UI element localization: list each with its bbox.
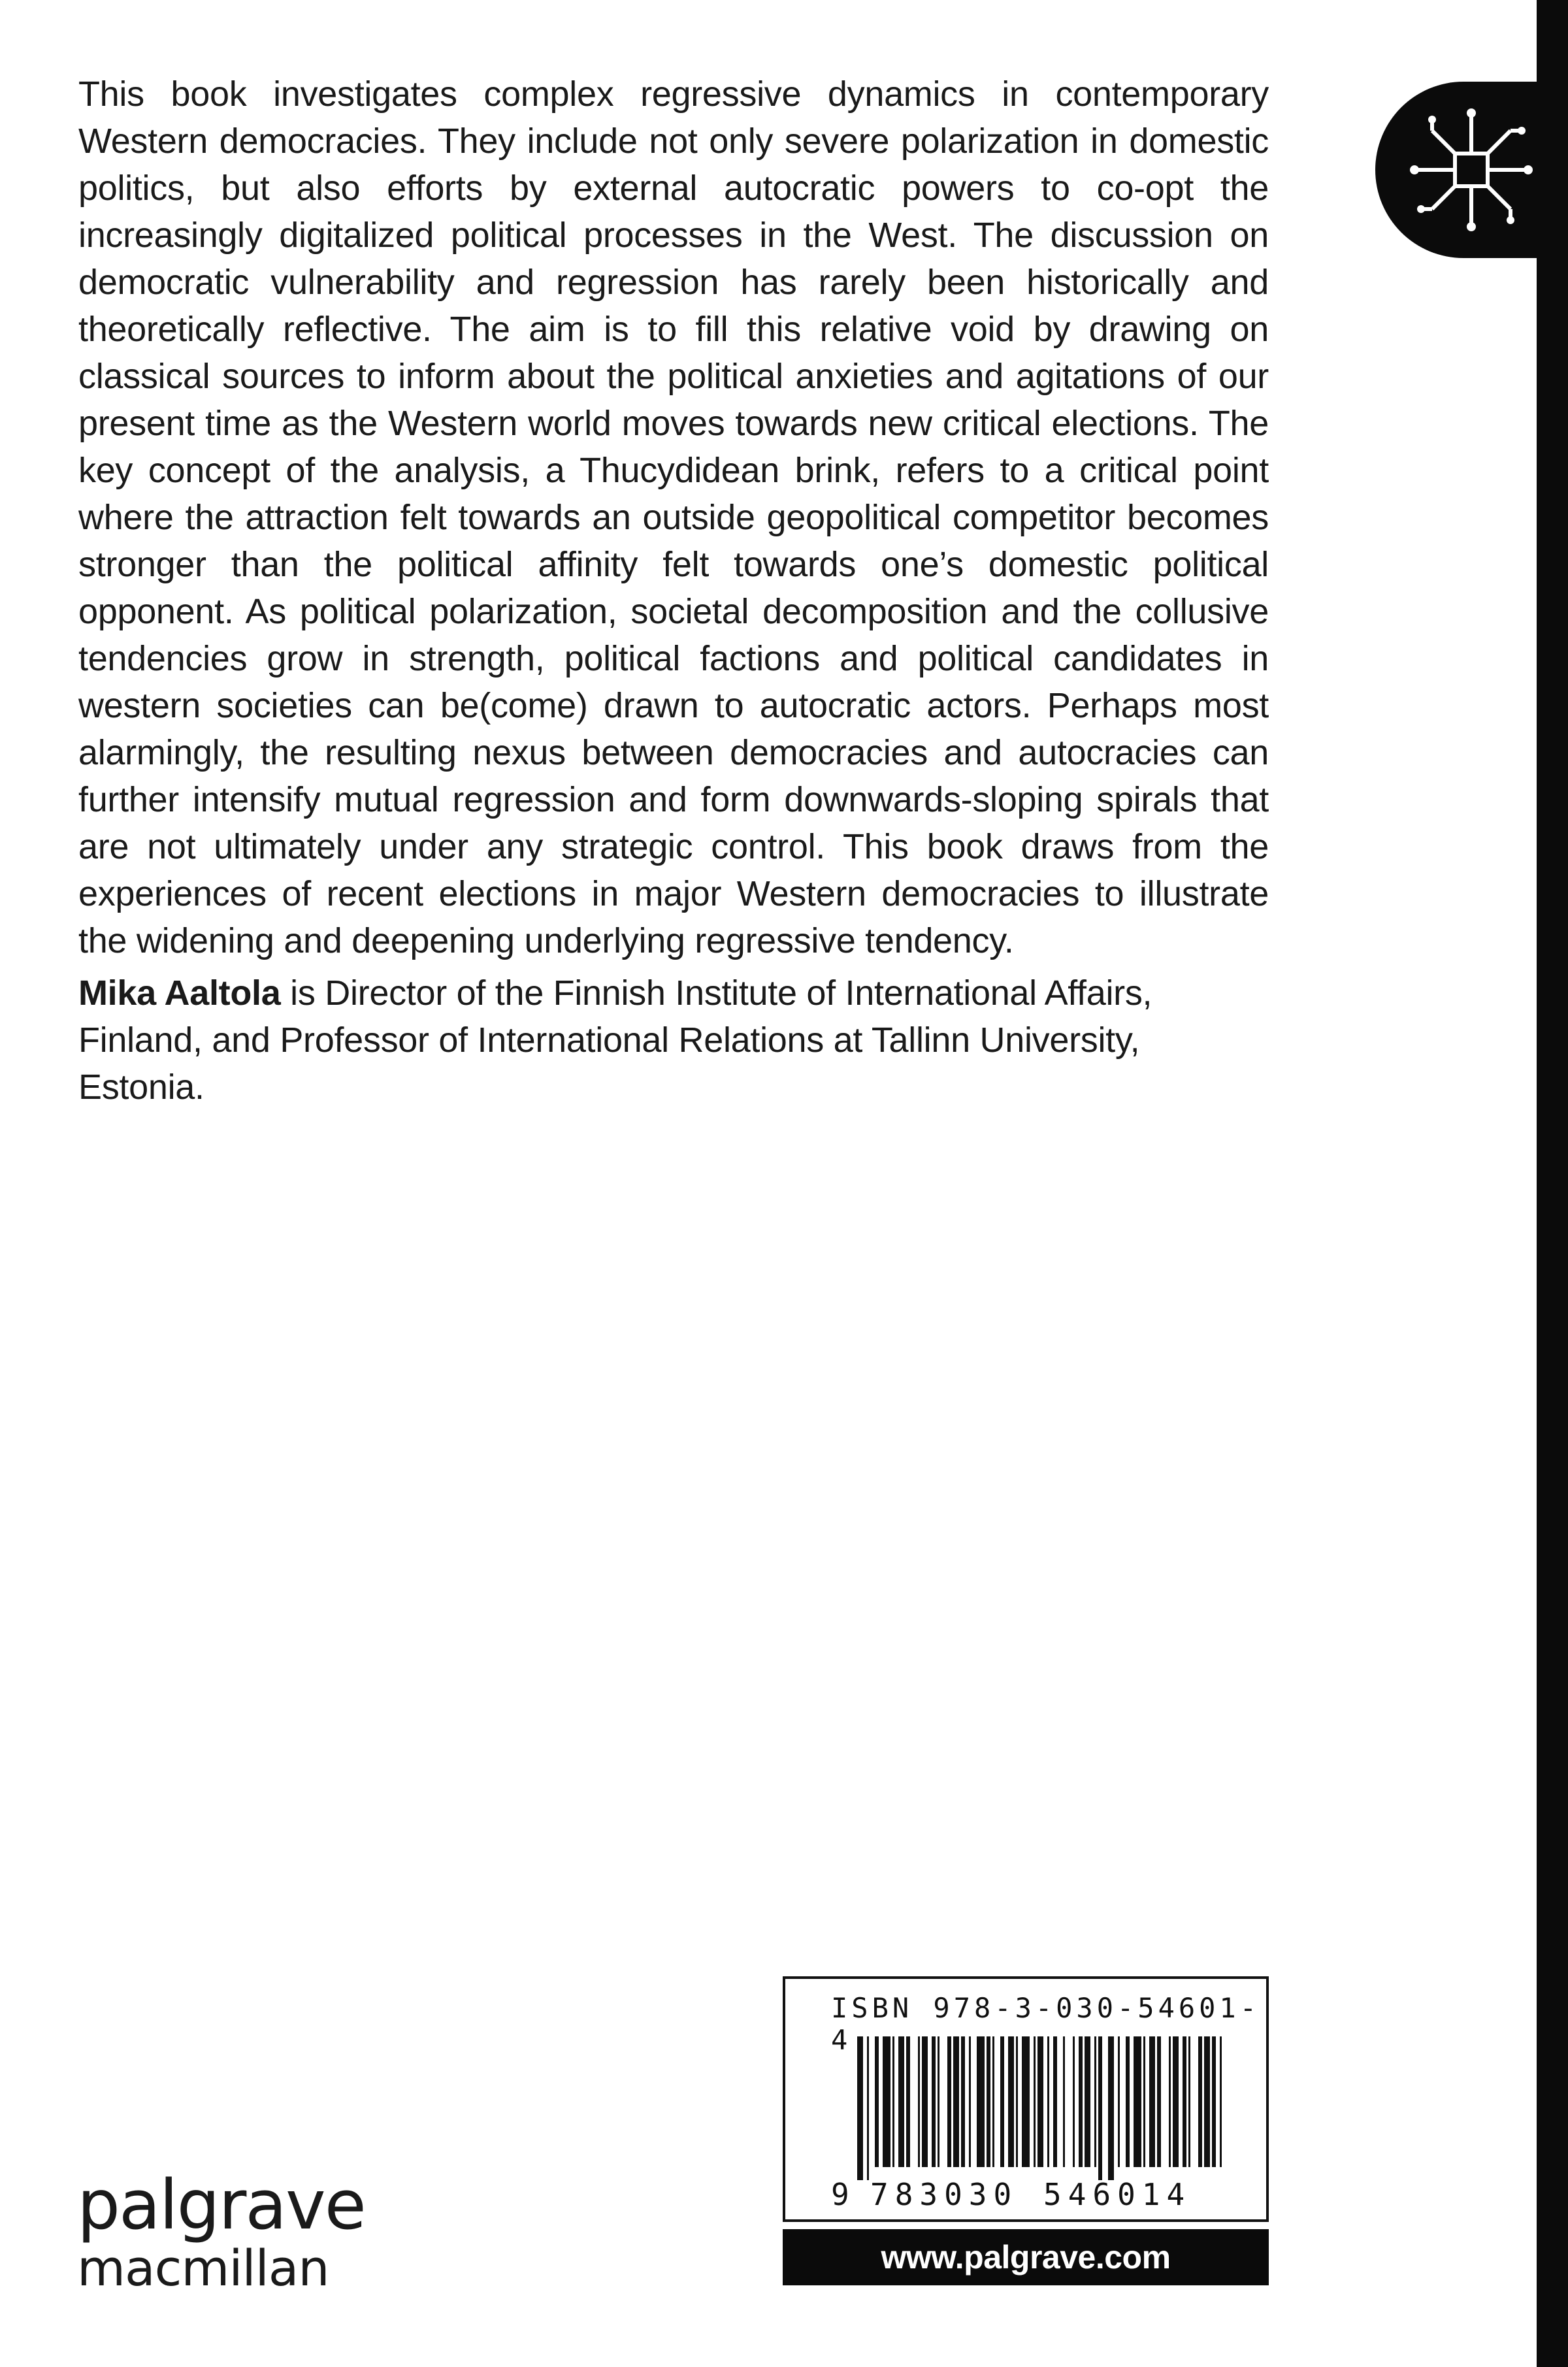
barcode-bar <box>1220 2036 1222 2167</box>
barcode-bar <box>1126 2036 1130 2167</box>
barcode-bar <box>1053 2036 1057 2167</box>
book-description: This book investigates complex regressive dynamics in contemporary Western democracies. They include not only severe polarization in domestic politics, but also efforts by external autocratic powers to co-opt the increasingly digitalized political processes in the West. The discussion on democratic vulnerability and regression has rarely been historically and theoretically reflective. The aim is to fill this relative void by drawing on classical sources to inform about the political anxieties and agitations of our present time as the Western world moves towards new critical elections. The key concept of the analysis, a Thucydidean brink, refers to a critical point where the attraction felt towards an outside geopolitical competitor becomes stronger than the political affinity felt towards one’s domestic political opponent. As political polarization, societal decomposition and the collusive tendencies grow in strength, political factions and political candidates in western societies can be(come) drawn to autocratic actors. Perhaps most alarmingly, the resulting nexus between democracies and autocracies can further intensify mutual regression and form downwards-sloping spirals that are not ultimately under any strategic control. This book draws from the experiences of recent elections in major Western democracies to illustrate the widening and deepening underlying regressive tendency. <box>78 74 1269 960</box>
barcode-bar <box>1198 2036 1202 2167</box>
barcode-bar <box>1173 2036 1179 2167</box>
barcode-bar <box>977 2036 985 2167</box>
barcode-bar <box>922 2036 928 2167</box>
barcode-bar <box>1034 2036 1036 2167</box>
barcode-graphic <box>825 2036 1230 2213</box>
author-name: Mika Aaltola <box>78 973 281 1013</box>
barcode-bar <box>1188 2036 1190 2167</box>
barcode-bar <box>1183 2036 1186 2167</box>
barcode-bar <box>1118 2036 1120 2167</box>
author-bio-text: is Director of the Finnish Institute of International Affairs, Finland, and Professor of International Relations at Tallinn University, Estonia. <box>78 973 1152 1107</box>
barcode-bar <box>992 2036 994 2167</box>
barcode-bar <box>1149 2036 1155 2167</box>
publisher-logo-line2: macmillan <box>77 2239 329 2297</box>
barcode-bar <box>875 2036 879 2167</box>
barcode-lead-digit: 9 <box>831 2177 849 2212</box>
publisher-website: www.palgrave.com <box>783 2229 1269 2285</box>
barcode-bar <box>1108 2036 1114 2180</box>
barcode-bar <box>953 2036 959 2167</box>
barcode-bar <box>1094 2036 1096 2167</box>
barcode-bar <box>1047 2036 1049 2167</box>
barcode-bar <box>1212 2036 1216 2167</box>
barcode-bar <box>938 2036 939 2167</box>
barcode-bar <box>1143 2036 1145 2167</box>
isbn-barcode <box>783 1976 1269 2222</box>
barcode-bar <box>987 2036 990 2167</box>
author-bio <box>78 970 1269 1111</box>
barcode-left-digits: 783030 <box>870 2177 1019 2212</box>
spine-edge-bar <box>1537 0 1568 2367</box>
barcode-bar <box>1016 2036 1018 2167</box>
barcode-bar <box>1204 2036 1210 2167</box>
barcode-bar <box>932 2036 936 2167</box>
barcode-bar <box>961 2036 965 2167</box>
barcode-bar <box>898 2036 904 2167</box>
barcode-bar <box>1000 2036 1004 2167</box>
isbn-label: ISBN 978-3-030-54601-4 <box>831 1992 1261 2056</box>
barcode-bar <box>947 2036 951 2167</box>
barcode-bar <box>1037 2036 1043 2167</box>
barcode-bar <box>892 2036 894 2167</box>
palgrave-network-emblem-icon <box>1403 101 1540 238</box>
barcode-bar <box>918 2036 920 2167</box>
barcode-bar <box>1022 2036 1030 2167</box>
barcode-bar <box>969 2036 971 2167</box>
barcode-bar <box>1008 2036 1014 2167</box>
barcode-bar <box>857 2036 863 2180</box>
barcode-bar <box>1063 2036 1065 2167</box>
barcode-right-digits: 546014 <box>1043 2177 1192 2212</box>
barcode-bar <box>1085 2036 1090 2167</box>
barcode-bar <box>1169 2036 1171 2167</box>
publisher-logo <box>77 2165 365 2297</box>
barcode-bar <box>906 2036 910 2167</box>
publisher-logo-line1: palgrave <box>77 2165 365 2245</box>
barcode-bar <box>1157 2036 1161 2167</box>
barcode-bar <box>883 2036 890 2167</box>
barcode-bar <box>1134 2036 1141 2167</box>
barcode-bar <box>1073 2036 1075 2167</box>
barcode-bar <box>867 2036 869 2180</box>
publisher-emblem-tab <box>1375 82 1568 258</box>
barcode-bar <box>1079 2036 1083 2167</box>
barcode-bar <box>1098 2036 1102 2180</box>
